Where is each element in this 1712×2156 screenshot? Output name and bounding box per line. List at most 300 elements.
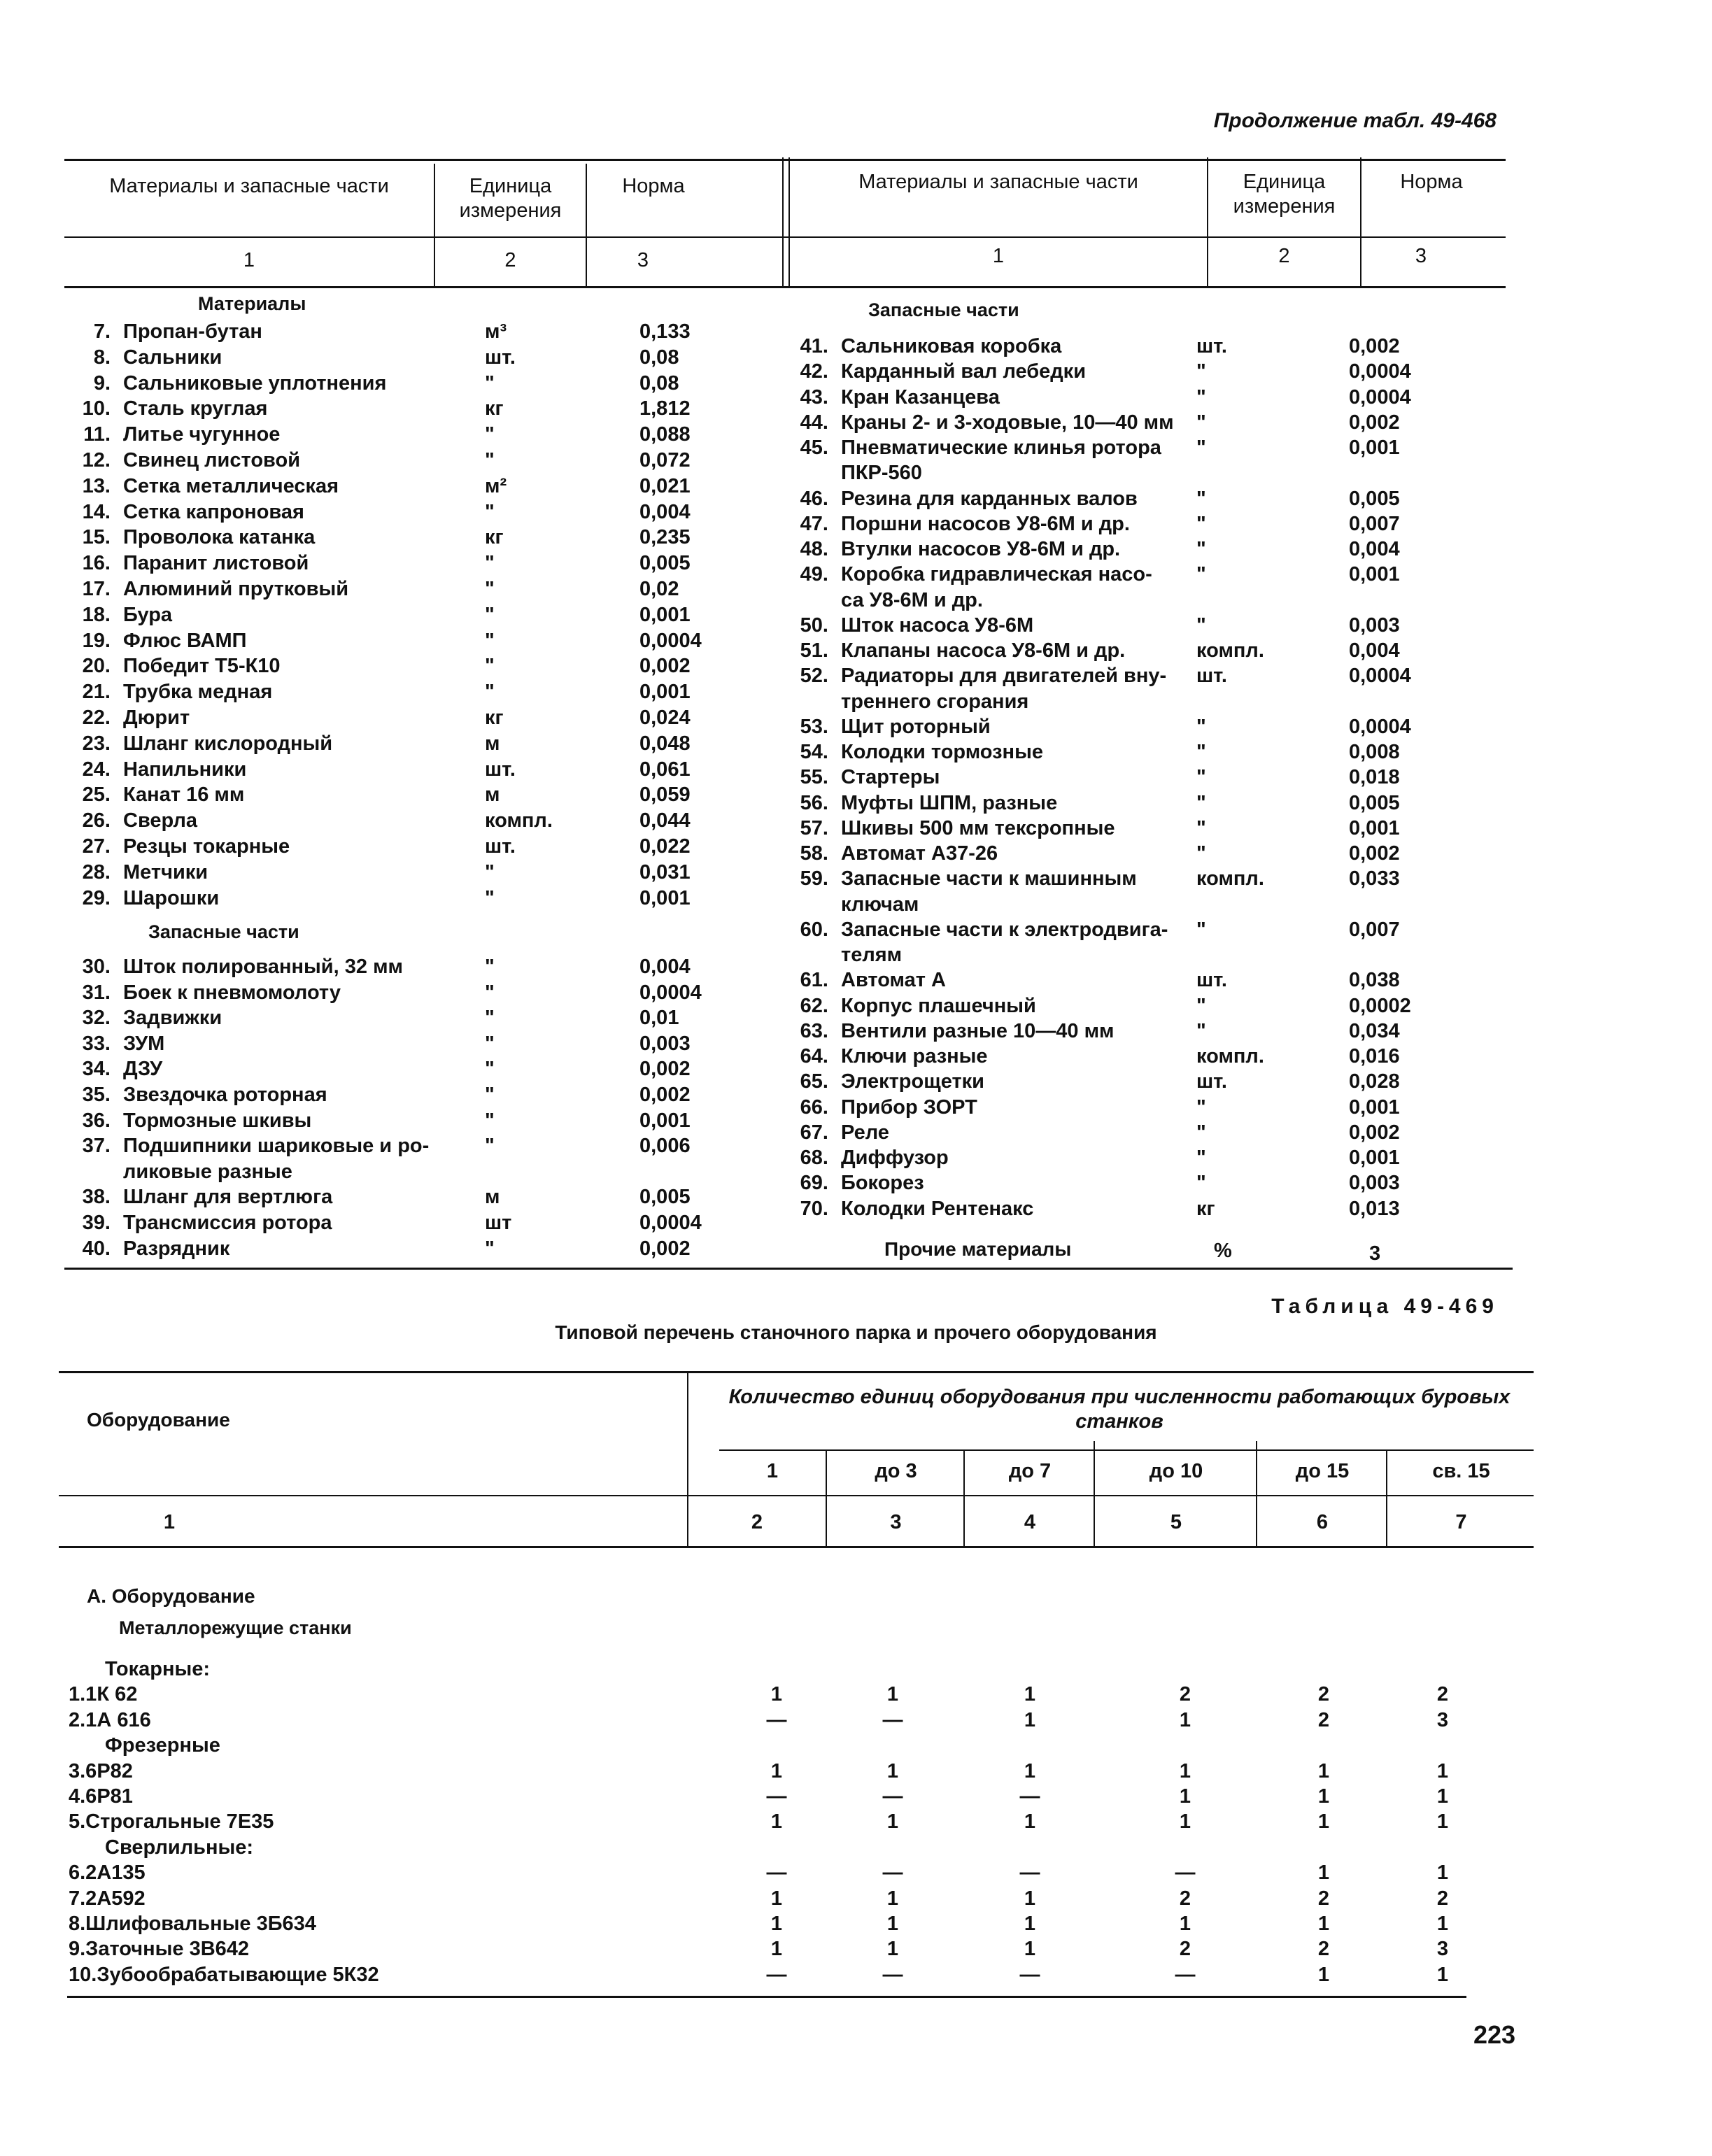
item-name: Пневматические клинья ротора	[841, 437, 1161, 459]
equipment-name: 5.Строгальные 7Е35	[69, 1810, 274, 1834]
column-number: 4	[1024, 1511, 1036, 1533]
quantity-cell: 1	[1024, 1938, 1036, 1961]
quantity-cell: 2	[1179, 1938, 1191, 1961]
norm-value: 0,021	[639, 474, 691, 497]
quantity-cell: 1	[886, 1759, 899, 1782]
item-name: Сальники	[123, 346, 222, 369]
item-name: ПКР-560	[841, 462, 922, 485]
item-name: Коробка гидравлическая насо-	[841, 563, 1152, 586]
row-number: 40.	[82, 1237, 111, 1260]
quantity-cell: 1	[1179, 1810, 1191, 1834]
quantity-cell: 3	[1436, 1708, 1449, 1731]
quantity-cell: 1	[1317, 1759, 1330, 1782]
row-number: 50.	[800, 614, 828, 637]
unit: "	[485, 552, 495, 575]
norm-value: 0,001	[1349, 1147, 1400, 1169]
item-name: Дюрит	[123, 707, 190, 729]
quantity-cell: —	[766, 1708, 787, 1731]
item-name: Автомат А	[841, 969, 946, 992]
quantity-cell: 1	[1179, 1785, 1191, 1808]
item-name: Муфты ШПМ, разные	[841, 791, 1058, 814]
unit: шт.	[1196, 1070, 1227, 1093]
quantity-cell: 1	[1436, 1963, 1449, 1986]
quantity-subheader: св. 15	[1432, 1460, 1490, 1482]
quantity-cell: 1	[770, 1913, 783, 1935]
col-divider	[782, 157, 784, 288]
quantity-cell: —	[1019, 1861, 1040, 1885]
norm-value: 0,0004	[1349, 385, 1411, 409]
row-number: 43.	[800, 385, 828, 409]
norm-value: 0,028	[1349, 1070, 1400, 1093]
norm-value: 0,133	[639, 320, 691, 343]
item-name: ликовые разные	[123, 1160, 292, 1183]
item-name: Шарошки	[123, 886, 220, 909]
quantity-cell: 1	[770, 1683, 783, 1706]
norm-value: 0,005	[1349, 487, 1400, 510]
norm-value: 0,005	[639, 552, 691, 575]
equipment-name: 2.1А 616	[69, 1708, 151, 1731]
table-top-rule	[64, 159, 1506, 161]
row-number: 7.	[93, 320, 111, 343]
quantity-subheader: до 10	[1149, 1460, 1203, 1482]
unit: "	[1196, 360, 1206, 383]
item-name: Литье чугунное	[123, 423, 281, 446]
quantity-cell: 1	[770, 1759, 783, 1782]
unit: шт	[485, 1212, 512, 1234]
norm-value: 0,003	[1349, 1172, 1400, 1195]
norm-value: 0,004	[639, 956, 691, 978]
quantity-cell: 2	[1317, 1938, 1330, 1961]
item-name: Сверла	[123, 809, 198, 832]
row-number: 26.	[82, 809, 111, 832]
unit: "	[1196, 538, 1206, 560]
item-name: Победит Т5-К10	[123, 655, 281, 678]
unit: "	[1196, 1121, 1206, 1144]
row-number: 17.	[82, 578, 111, 600]
norm-value: 0,061	[639, 758, 691, 781]
item-name: Запасные части к машинным	[841, 867, 1137, 891]
quantity-cell: 1	[1024, 1810, 1036, 1834]
t469-col-divider	[963, 1451, 965, 1547]
row-number: 8.	[93, 346, 111, 369]
unit: "	[1196, 816, 1206, 839]
item-name: Кран Казанцева	[841, 385, 1000, 409]
norm-value: 0,013	[1349, 1197, 1400, 1220]
norm-value: 0,001	[639, 1109, 691, 1132]
row-number: 33.	[82, 1032, 111, 1055]
item-name: Сетка капроновая	[123, 500, 304, 523]
equipment-name: Сверлильные:	[105, 1836, 254, 1859]
unit: "	[485, 681, 495, 704]
t469-col-divider	[1256, 1441, 1257, 1547]
row-number: 27.	[82, 835, 111, 858]
unit: "	[1196, 411, 1206, 434]
quantity-cell: 1	[886, 1913, 899, 1935]
row-number: 12.	[82, 449, 111, 471]
item-name: Сетка металлическая	[123, 474, 339, 497]
quantity-cell: 1	[1317, 1810, 1330, 1834]
equipment-name: Токарные:	[105, 1658, 211, 1680]
t469-col-divider	[1094, 1441, 1095, 1547]
item-name: Щит роторный	[841, 715, 991, 738]
norm-value: 0,001	[1349, 437, 1400, 459]
item-name: Корпус плашечный	[841, 994, 1036, 1017]
item-name: Трубка медная	[123, 681, 273, 704]
row-number: 9.	[93, 371, 111, 395]
quantity-cell: 1	[770, 1938, 783, 1961]
quantity-subheader: до 7	[1008, 1460, 1052, 1482]
row-number: 47.	[800, 512, 828, 535]
quantity-cell: —	[1019, 1785, 1040, 1808]
equipment-name: 9.Заточные 3В642	[69, 1938, 250, 1961]
norm-value: 0,02	[639, 578, 679, 600]
quantity-cell: 1	[886, 1887, 899, 1910]
quantity-cell: —	[1175, 1963, 1196, 1986]
norm-value: 0,002	[1349, 1121, 1400, 1144]
quantity-cell: 1	[1436, 1785, 1449, 1808]
row-number: 31.	[82, 981, 111, 1004]
quantity-cell: 1	[886, 1683, 899, 1706]
norm-value: 0,001	[639, 681, 691, 704]
row-number: 25.	[82, 783, 111, 807]
norm-value: 0,08	[639, 371, 679, 395]
colnum-3-right: 3	[1415, 245, 1427, 267]
other-materials-norm: 3	[1369, 1242, 1381, 1265]
quantity-subheader: до 15	[1295, 1460, 1350, 1482]
row-number: 44.	[800, 411, 828, 434]
row-number: 57.	[800, 816, 828, 839]
t469-header-rule	[59, 1495, 1534, 1496]
item-name: Тормозные шкивы	[123, 1109, 312, 1132]
item-name: ЗУМ	[123, 1032, 165, 1055]
row-number: 48.	[800, 538, 828, 560]
item-name: Колодки Рентенакс	[841, 1197, 1034, 1220]
unit: "	[485, 886, 495, 909]
norm-value: 0,004	[1349, 538, 1400, 560]
row-number: 24.	[82, 758, 111, 781]
unit: "	[485, 655, 495, 678]
unit: "	[485, 371, 495, 395]
column-number: 5	[1170, 1511, 1182, 1533]
row-number: 54.	[800, 741, 828, 763]
row-number: 61.	[800, 969, 828, 992]
row-number: 22.	[82, 707, 111, 729]
unit: "	[485, 1032, 495, 1055]
norm-value: 0,033	[1349, 867, 1400, 891]
unit: компл.	[1196, 1045, 1264, 1068]
unit: "	[485, 1237, 495, 1260]
unit: кг	[485, 526, 504, 549]
norm-value: 0,088	[639, 423, 691, 446]
item-name: Втулки насосов У8-6М и др.	[841, 538, 1121, 560]
unit: "	[485, 603, 495, 626]
row-number: 60.	[800, 918, 828, 941]
quantity-cell: —	[1175, 1861, 1196, 1885]
unit: "	[485, 1109, 495, 1132]
row-number: 38.	[82, 1186, 111, 1209]
norm-value: 0,0002	[1349, 994, 1411, 1017]
unit: шт.	[1196, 665, 1227, 688]
t469-header-quantity: Количество единиц оборудования при численности работающих буровых станков	[728, 1386, 1511, 1433]
unit: "	[1196, 918, 1206, 941]
quantity-cell: 1	[770, 1887, 783, 1910]
norm-value: 0,018	[1349, 766, 1400, 789]
norm-value: 0,059	[639, 783, 691, 807]
row-number: 21.	[82, 681, 111, 704]
norm-value: 0,016	[1349, 1045, 1400, 1068]
colnum-2-right: 2	[1278, 245, 1290, 267]
quantity-cell: 3	[1436, 1938, 1449, 1961]
item-name: Колодки тормозные	[841, 741, 1043, 763]
norm-value: 0,003	[639, 1032, 691, 1055]
quantity-cell: —	[882, 1785, 903, 1808]
header-norm-left: Норма	[622, 175, 685, 197]
equipment-name: Фрезерные	[105, 1734, 220, 1757]
row-number: 53.	[800, 715, 828, 738]
item-name: са У8-6М и др.	[841, 588, 983, 611]
row-number: 32.	[82, 1007, 111, 1030]
norm-value: 0,005	[1349, 791, 1400, 814]
item-name: Сальниковые уплотнения	[123, 371, 387, 395]
unit: "	[1196, 791, 1206, 814]
row-number: 66.	[800, 1095, 828, 1119]
unit: м	[485, 732, 500, 755]
item-name: Шланг кислородный	[123, 732, 333, 755]
quantity-cell: —	[766, 1861, 787, 1885]
row-number: 64.	[800, 1045, 828, 1068]
item-name: Боек к пневмомолоту	[123, 981, 341, 1004]
row-number: 11.	[83, 423, 111, 446]
item-name: ключам	[841, 893, 919, 916]
item-name: Сальниковая коробка	[841, 335, 1062, 357]
row-number: 15.	[82, 526, 111, 549]
row-number: 59.	[800, 867, 828, 891]
equipment-name: 8.Шлифовальные 3Б634	[69, 1913, 316, 1935]
unit: "	[485, 578, 495, 600]
unit: м³	[485, 320, 507, 343]
item-name: Канат 16 мм	[123, 783, 245, 807]
quantity-cell: 1	[1436, 1913, 1449, 1935]
row-number: 29.	[82, 886, 111, 909]
column-number: 2	[751, 1511, 763, 1533]
quantity-subheader: до 3	[875, 1460, 917, 1482]
item-name: телям	[841, 944, 903, 966]
unit: "	[485, 956, 495, 978]
item-name: Флюс ВАМП	[123, 629, 247, 652]
header-norm-right: Норма	[1400, 171, 1463, 193]
t469-subsection: Металлорежущие станки	[119, 1617, 352, 1638]
quantity-cell: 2	[1436, 1683, 1449, 1706]
unit: компл.	[485, 809, 553, 832]
norm-value: 0,001	[639, 603, 691, 626]
row-number: 10.	[82, 397, 111, 420]
other-materials-unit: %	[1214, 1240, 1232, 1262]
row-number: 49.	[800, 563, 828, 586]
item-name: Карданный вал лебедки	[841, 360, 1087, 383]
row-number: 37.	[82, 1135, 111, 1158]
item-name: Прибор ЗОРТ	[841, 1095, 977, 1119]
norm-value: 0,002	[639, 1084, 691, 1106]
unit: кг	[1196, 1197, 1215, 1220]
equipment-name: 1.1К 62	[69, 1683, 138, 1706]
norm-value: 0,08	[639, 346, 679, 369]
row-number: 35.	[82, 1084, 111, 1106]
unit: "	[485, 981, 495, 1004]
norm-value: 0,002	[639, 1058, 691, 1081]
norm-value: 0,007	[1349, 918, 1400, 941]
norm-value: 0,001	[1349, 563, 1400, 586]
row-number: 51.	[800, 639, 828, 662]
row-number: 45.	[800, 437, 828, 459]
row-number: 55.	[800, 766, 828, 789]
quantity-cell: 1	[1024, 1708, 1036, 1731]
quantity-cell: 1	[1436, 1861, 1449, 1885]
row-number: 70.	[800, 1197, 828, 1220]
item-name: Стартеры	[841, 766, 940, 789]
row-number: 13.	[82, 474, 111, 497]
column-number: 7	[1455, 1511, 1467, 1533]
quantity-cell: —	[882, 1708, 903, 1731]
row-number: 20.	[82, 655, 111, 678]
row-number: 41.	[800, 335, 828, 357]
norm-value: 0,007	[1349, 512, 1400, 535]
row-number: 52.	[800, 665, 828, 688]
item-name: Алюминий прутковый	[123, 578, 349, 600]
unit: "	[485, 629, 495, 652]
unit: "	[1196, 994, 1206, 1017]
unit: "	[1196, 741, 1206, 763]
t469-top-rule	[59, 1371, 1534, 1373]
colnum-2-left: 2	[504, 249, 516, 271]
unit: "	[1196, 487, 1206, 510]
unit: "	[485, 1135, 495, 1158]
norm-value: 0,0004	[1349, 665, 1411, 688]
quantity-cell: 1	[1317, 1785, 1330, 1808]
unit: "	[1196, 437, 1206, 459]
unit: м²	[485, 474, 507, 497]
norm-value: 0,001	[1349, 1095, 1400, 1119]
item-name: Шкивы 500 мм тексропные	[841, 816, 1115, 839]
unit: компл.	[1196, 867, 1264, 891]
item-name: Разрядник	[123, 1237, 230, 1260]
t469-subhead-rule	[719, 1449, 1534, 1451]
unit: компл.	[1196, 639, 1264, 662]
item-name: Шток полированный, 32 мм	[123, 956, 403, 978]
quantity-cell: 1	[1436, 1810, 1449, 1834]
norm-value: 0,0004	[639, 1212, 702, 1234]
item-name: Клапаны насоса У8-6М и др.	[841, 639, 1126, 662]
colnum-1-right: 1	[992, 245, 1005, 267]
row-number: 56.	[800, 791, 828, 814]
header-unit-left: Единица измерения	[459, 175, 562, 222]
quantity-cell: 1	[1024, 1887, 1036, 1910]
equipment-name: 4.6Р81	[69, 1785, 133, 1808]
t469-colnum-rule	[59, 1546, 1534, 1548]
norm-value: 0,006	[639, 1135, 691, 1158]
equipment-name: 10.Зубообрабатывающие 5К32	[69, 1963, 379, 1986]
row-number: 39.	[82, 1212, 111, 1234]
row-number: 23.	[82, 732, 111, 755]
equipment-name: 7.2А592	[69, 1887, 146, 1910]
item-name: Резина для карданных валов	[841, 487, 1138, 510]
item-name: треннего сгорания	[841, 690, 1029, 713]
norm-value: 0,024	[639, 707, 691, 729]
unit: м	[485, 783, 500, 807]
table-469-label: Таблица 49-469	[1271, 1295, 1499, 1318]
norm-value: 0,038	[1349, 969, 1400, 992]
row-number: 19.	[82, 629, 111, 652]
item-name: Звездочка роторная	[123, 1084, 327, 1106]
item-name: Метчики	[123, 860, 208, 884]
unit: "	[485, 1007, 495, 1030]
item-name: ДЗУ	[123, 1058, 163, 1081]
item-name: Подшипники шариковые и ро-	[123, 1135, 430, 1158]
unit: кг	[485, 707, 504, 729]
section-spares-left: Запасные части	[148, 921, 299, 942]
norm-value: 0,002	[639, 655, 691, 678]
norm-value: 0,0004	[1349, 715, 1411, 738]
unit: "	[1196, 1095, 1206, 1119]
norm-value: 0,004	[1349, 639, 1400, 662]
norm-value: 0,031	[639, 860, 691, 884]
t469-col-divider	[1386, 1451, 1387, 1547]
item-name: Шланг для вертлюга	[123, 1186, 333, 1209]
norm-value: 0,235	[639, 526, 691, 549]
unit: "	[1196, 842, 1206, 865]
item-name: Бокорез	[841, 1172, 924, 1195]
quantity-cell: —	[766, 1963, 787, 1986]
quantity-cell: 2	[1317, 1683, 1330, 1706]
row-number: 58.	[800, 842, 828, 865]
row-number: 36.	[82, 1109, 111, 1132]
row-number: 67.	[800, 1121, 828, 1144]
norm-value: 0,003	[1349, 614, 1400, 637]
continuation-label: Продолжение табл. 49-468	[1213, 109, 1497, 132]
unit: "	[485, 449, 495, 471]
item-name: Реле	[841, 1121, 889, 1144]
colnum-1-left: 1	[243, 249, 255, 271]
item-name: Краны 2- и 3-ходовые, 10—40 мм	[841, 411, 1174, 434]
row-number: 69.	[800, 1172, 828, 1195]
norm-value: 1,812	[639, 397, 691, 420]
item-name: Сталь круглая	[123, 397, 268, 420]
quantity-cell: 1	[1317, 1861, 1330, 1885]
unit: "	[485, 1058, 495, 1081]
item-name: Проволока катанка	[123, 526, 316, 549]
item-name: Диффузор	[841, 1147, 949, 1169]
quantity-cell: 2	[1179, 1683, 1191, 1706]
item-name: Шток насоса У8-6М	[841, 614, 1034, 637]
norm-value: 0,008	[1349, 741, 1400, 763]
t469-header-equipment: Оборудование	[87, 1409, 230, 1431]
norm-value: 0,044	[639, 809, 691, 832]
quantity-cell: —	[1019, 1963, 1040, 1986]
t469-col-divider	[826, 1451, 827, 1547]
unit: "	[485, 500, 495, 523]
norm-value: 0,002	[639, 1237, 691, 1260]
item-name: Автомат А37-26	[841, 842, 998, 865]
quantity-cell: 1	[1024, 1683, 1036, 1706]
quantity-cell: 1	[1179, 1913, 1191, 1935]
row-number: 63.	[800, 1019, 828, 1042]
quantity-cell: —	[882, 1861, 903, 1885]
norm-value: 0,001	[639, 886, 691, 909]
section-spares-right: Запасные части	[868, 299, 1019, 320]
quantity-cell: 1	[1317, 1963, 1330, 1986]
row-number: 68.	[800, 1147, 828, 1169]
unit: "	[485, 860, 495, 884]
unit: "	[485, 423, 495, 446]
